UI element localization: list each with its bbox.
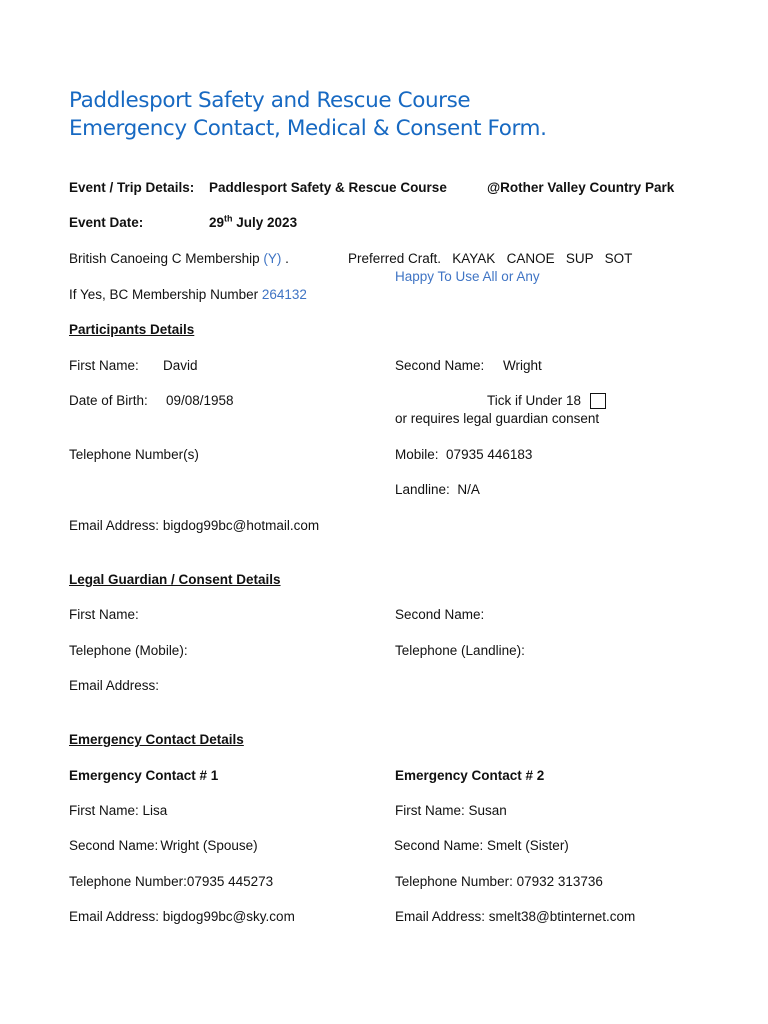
preferred-craft-note: Happy To Use All or Any [395, 269, 540, 284]
membership-number-value: 264132 [261, 287, 307, 302]
participant-phone-label: Telephone Number(s) [69, 447, 199, 462]
form-title-line-1: Paddlesport Safety and Rescue Course [69, 88, 471, 113]
event-details-label: Event / Trip Details: [69, 180, 195, 195]
landline-label: Landline: [395, 482, 450, 497]
under-18-checkbox[interactable] [590, 393, 606, 409]
emergency-contact-2-phone: Telephone Number: 07932 313736 [395, 874, 603, 889]
event-date-value: 29th July 2023 [209, 213, 298, 230]
participant-first-name: David [163, 358, 198, 373]
emergency-contact-1-phone: Telephone Number:07935 445273 [69, 874, 274, 889]
event-details-value: Paddlesport Safety & Rescue Course [209, 180, 447, 195]
event-date-label: Event Date: [69, 215, 144, 230]
emergency-contact-1-email: Email Address: bigdog99bc@sky.com [69, 909, 295, 924]
event-location: @Rother Valley Country Park [487, 180, 675, 195]
landline-value: N/A [457, 482, 480, 497]
participant-dob-label: Date of Birth: [69, 393, 148, 408]
emergency-contact-1-heading: Emergency Contact # 1 [69, 768, 219, 783]
emergency-contact-2-second-name: Second Name: Smelt (Sister) [394, 838, 569, 853]
membership-value: (Y) [263, 251, 282, 266]
membership-number [69, 287, 307, 302]
guardian-email-label: Email Address: [69, 678, 160, 693]
emergency-contact-1-first-name: First Name: Lisa [69, 803, 168, 818]
preferred-craft [348, 251, 632, 266]
mobile-value: 07935 446183 [446, 447, 533, 462]
guardian-landline-label: Telephone (Landline): [395, 643, 525, 658]
preferred-craft-label: Preferred Craft. [348, 251, 442, 266]
emergency-contact-2-heading: Emergency Contact # 2 [395, 768, 545, 783]
participants-heading: Participants Details [69, 322, 195, 337]
emergency-contact-2-first-name: First Name: Susan [395, 803, 507, 818]
guardian-consent-note: or requires legal guardian consent [395, 411, 600, 426]
participant-mobile [395, 447, 532, 462]
membership-number-label: If Yes, BC Membership Number [69, 287, 259, 302]
guardian-heading: Legal Guardian / Consent Details [69, 572, 281, 587]
guardian-second-name-label: Second Name: [395, 607, 485, 622]
membership-line: British Canoeing C Membership (Y) . [69, 251, 289, 266]
participant-first-name-label: First Name: [69, 358, 139, 373]
guardian-first-name-label: First Name: [69, 607, 139, 622]
emergency-heading: Emergency Contact Details [69, 732, 244, 747]
participant-email [69, 518, 319, 533]
preferred-craft-options: KAYAK CANOE SUP SOT [452, 251, 633, 266]
emergency-contact-2-email: Email Address: smelt38@btinternet.com [395, 909, 636, 924]
emergency-contact-1-second-name: Second Name: Wright (Spouse) [69, 838, 258, 853]
email-label: Email Address: [69, 518, 160, 533]
membership-label: British Canoeing C Membership [69, 251, 260, 266]
participant-second-name-label: Second Name: [395, 358, 485, 373]
under-18-label: Tick if Under 18 [487, 393, 582, 408]
participant-second-name: Wright [503, 358, 542, 373]
participant-dob: 09/08/1958 [166, 393, 234, 408]
email-value: bigdog99bc@hotmail.com [162, 518, 320, 533]
form-title-line-2: Emergency Contact, Medical & Consent Form. [69, 116, 547, 141]
mobile-label: Mobile: [395, 447, 439, 462]
participant-landline [395, 482, 480, 497]
guardian-mobile-label: Telephone (Mobile): [69, 643, 188, 658]
